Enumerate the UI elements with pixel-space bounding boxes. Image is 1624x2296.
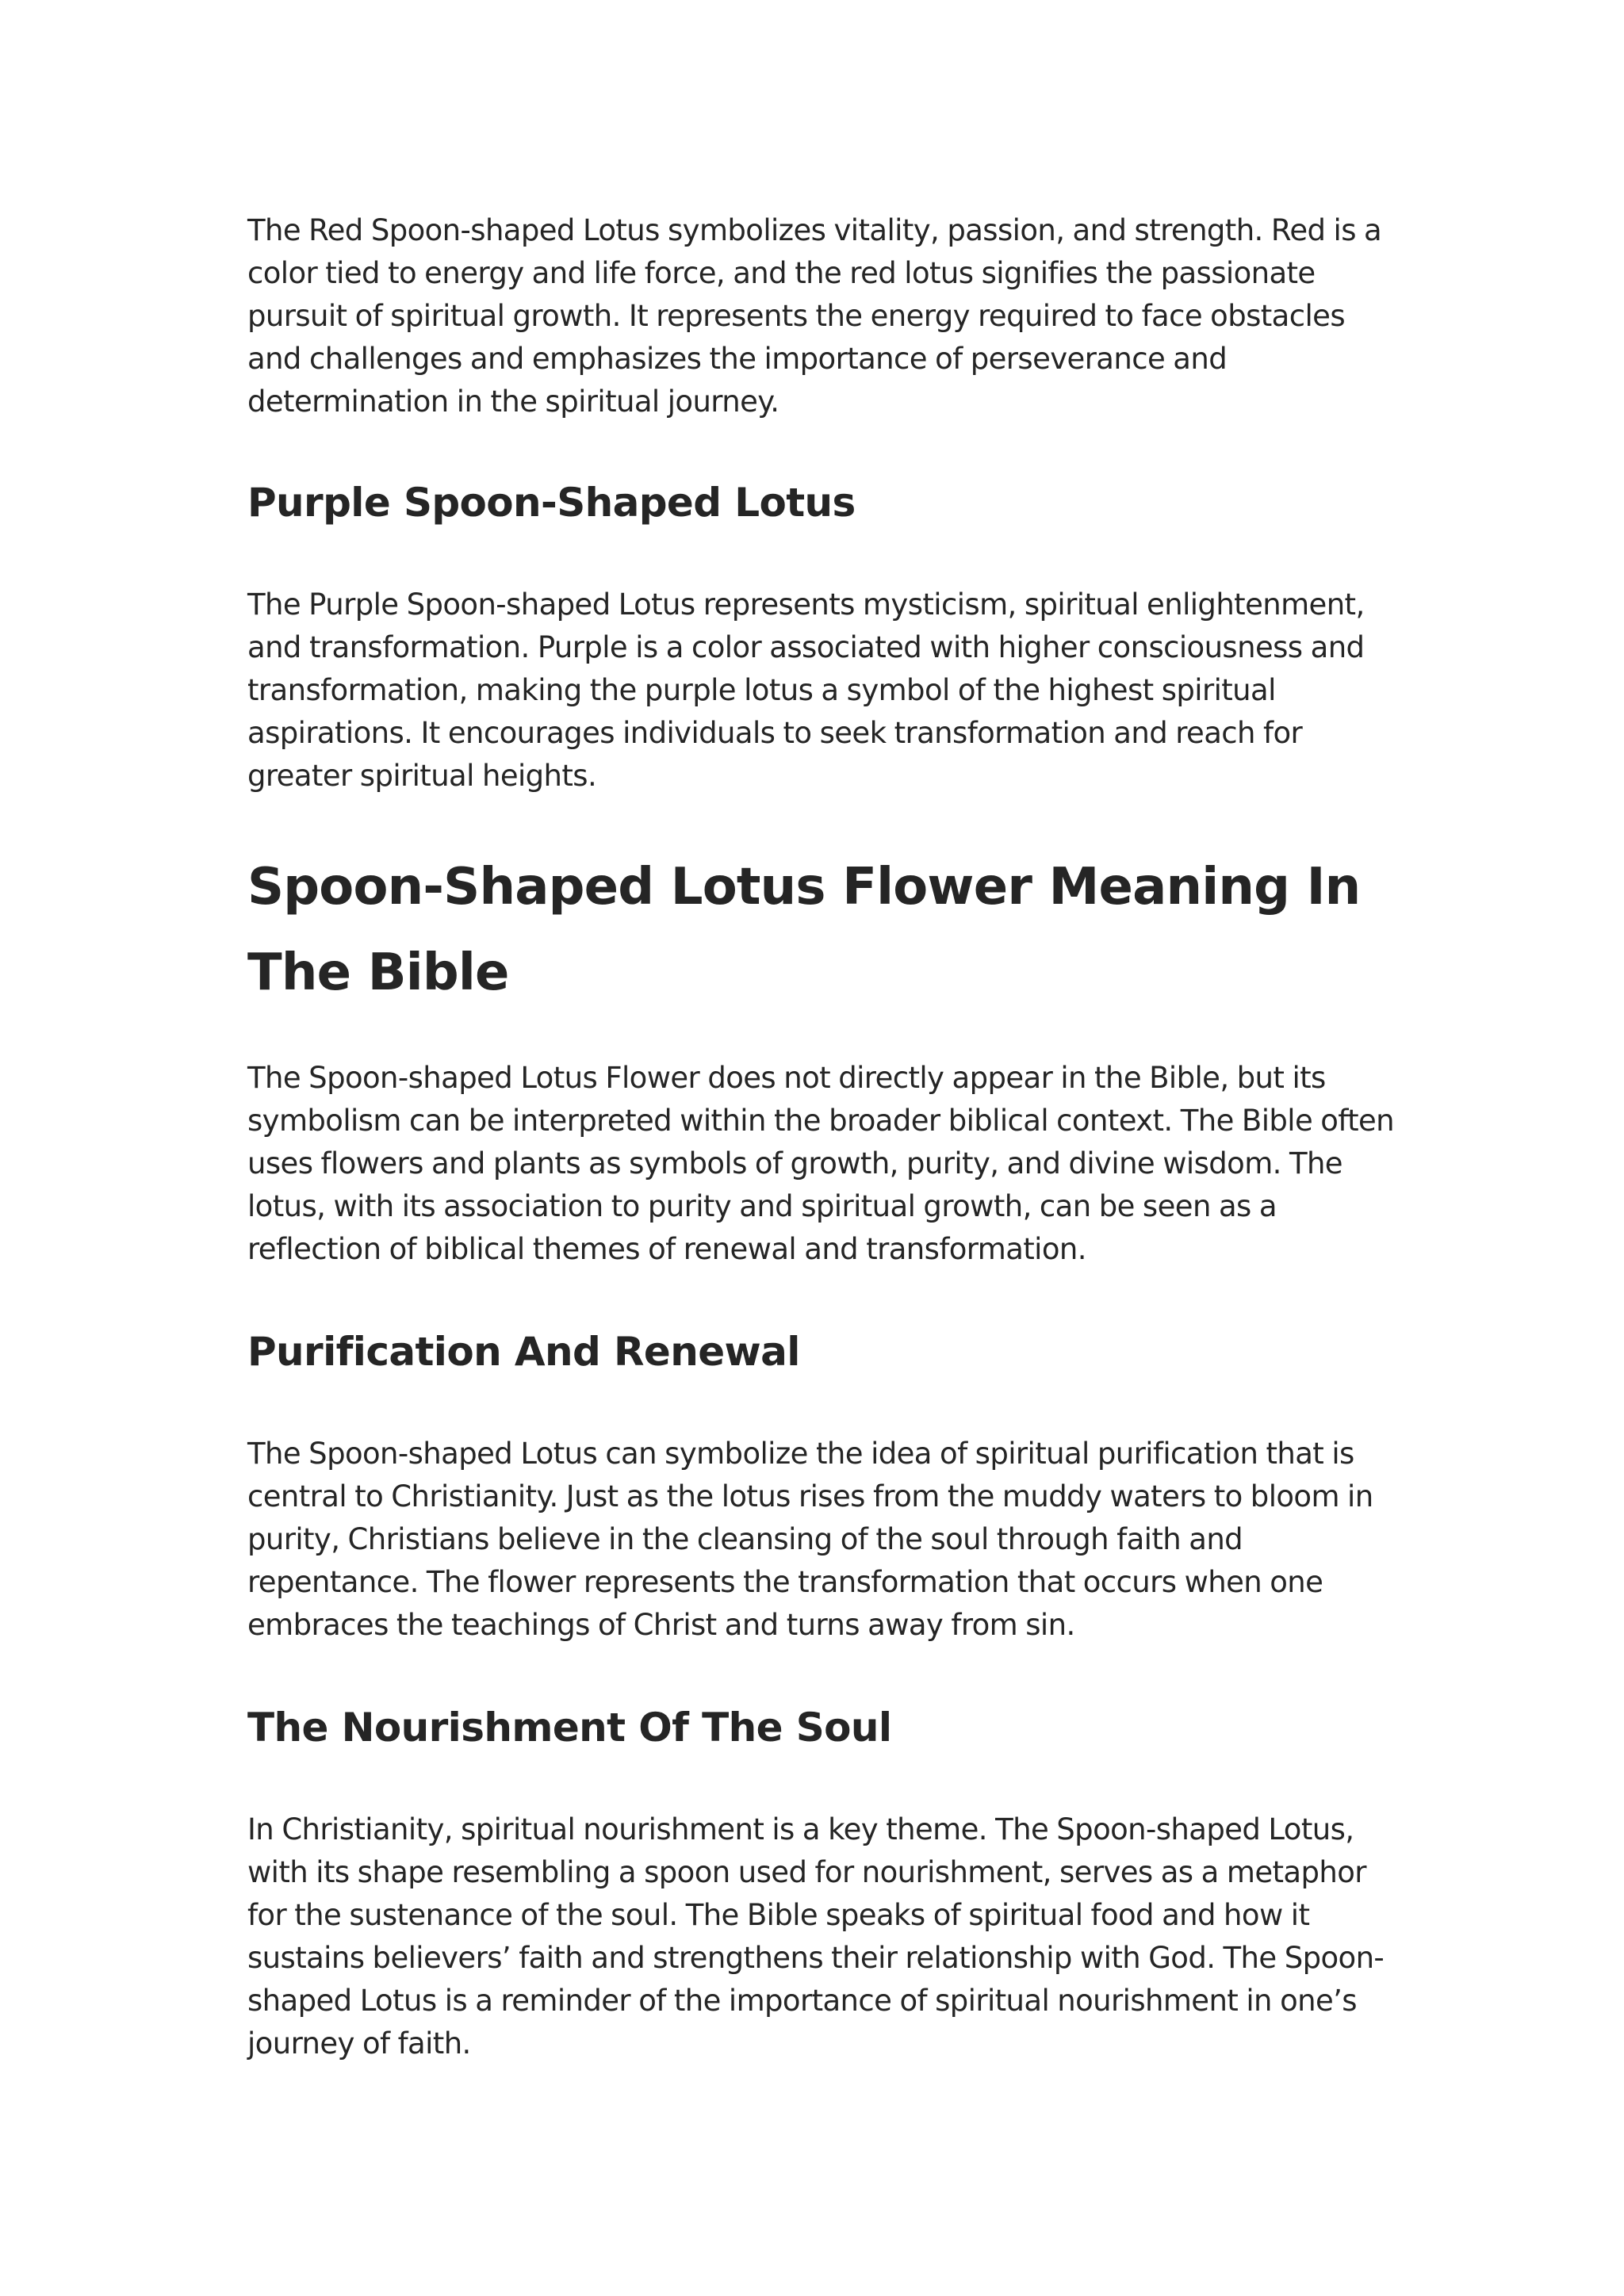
purification-paragraph: The Spoon-shaped Lotus can symbolize the idea of spiritual purification that is central to Christianity. Just as the lotus rises from the muddy waters to bloom in purity, Christians believe in the cleansing of the soul through faith and repentance. The flower represents the transformation that occurs when one embraces the teachings of Christ and turns away from sin. — [247, 1437, 1373, 1642]
nourishment-heading: The Nourishment Of The Soul — [247, 1705, 892, 1751]
bible-meaning-heading: Spoon-Shaped Lotus Flower Meaning In The Bible — [247, 858, 1361, 1002]
purification-heading: Purification And Renewal — [247, 1329, 800, 1375]
nourishment-paragraph: In Christianity, spiritual nourishment is a key theme. The Spoon-shaped Lotus, with its shape resembling a spoon used for nourishment, serves as a metaphor for the sustenance of the soul. The Bible speaks of spiritual food and how it sustains believers’ faith and strengthens their relationship with God. The Spoon-shaped Lotus is a reminder of the importance of spiritual nourishment in one’s journey of faith. — [247, 1812, 1385, 2061]
document-page — [247, 209, 1405, 2065]
purple-lotus-heading: Purple Spoon-Shaped Lotus — [247, 480, 856, 526]
purple-lotus-paragraph: The Purple Spoon-shaped Lotus represents mysticism, spiritual enlightenment, and transformation. Purple is a color associated with higher consciousness and transformation, making the purple lotus a symbol of the highest spiritual aspirations. It encourages individuals to seek transformation and reach for greater spiritual heights. — [247, 587, 1365, 793]
bible-meaning-paragraph: The Spoon-shaped Lotus Flower does not directly appear in the Bible, but its symbolism can be interpreted within the broader biblical context. The Bible often uses flowers and plants as symbols of growth, purity, and divine wisdom. The lotus, with its association to purity and spiritual growth, can be seen as a reflection of biblical themes of renewal and transformation. — [247, 1061, 1395, 1266]
red-lotus-paragraph: The Red Spoon-shaped Lotus symbolizes vitality, passion, and strength. Red is a color tied to energy and life force, and the red lotus signifies the passionate pursuit of spiritual growth. It represents the energy required to face obstacles and challenges and emphasizes the importance of perseverance and determination in the spiritual journey. — [247, 213, 1382, 419]
